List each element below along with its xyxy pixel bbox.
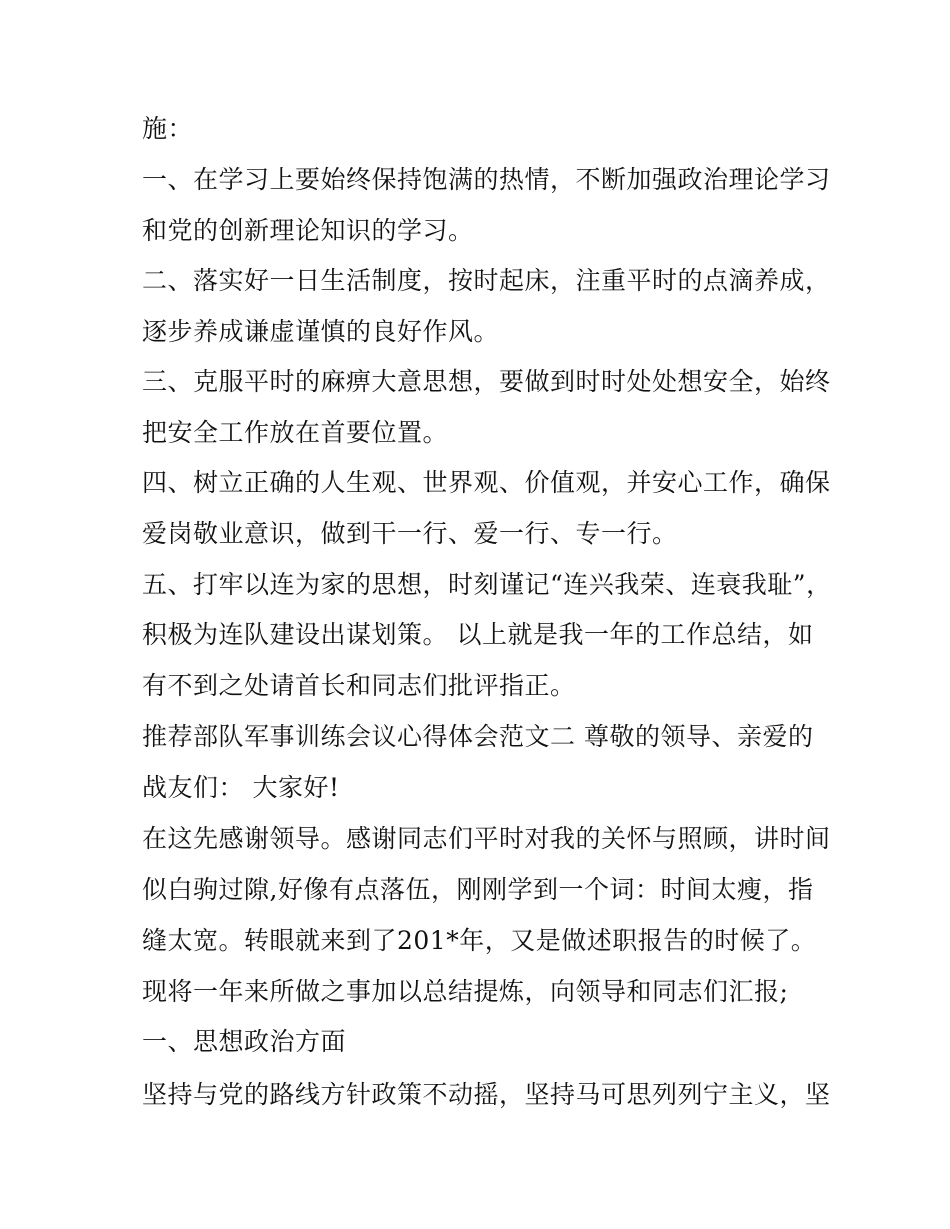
text-line: 战友们： 大家好! [142,773,340,802]
text-line: 施： [142,114,194,143]
text-line: 和党的创新理论知识的学习。 [142,216,474,245]
text-line: 三、克服平时的麻痹大意思想，要做到时时处处想安全，始终 [142,367,831,396]
text-line: 爱岗敬业意识，做到干一行、爱一行、专一行。 [142,519,678,548]
text-line: 一、思想政治方面 [142,1027,347,1056]
text-line: 四、树立正确的人生观、世界观、价值观，并安心工作，确保 [142,468,831,497]
text-line: 坚持与党的路线方针政策不动摇，坚持马可思列列宁主义，坚 [142,1080,831,1109]
text-line: 逐步养成谦虚谨慎的良好作风。 [142,317,500,346]
text-line: 缝太宽。转眼就来到了201*年，又是做述职报告的时候了。 [142,926,817,955]
text-line: 似白驹过隙,好像有点落伍，刚刚学到一个词：时间太瘦，指 [142,875,814,904]
text-line: 推荐部队军事训练会议心得体会范文二 尊敬的领导、亲爱的 [142,722,814,751]
text-line: 一、在学习上要始终保持饱满的热情，不断加强政治理论学习 [142,165,831,194]
text-line: 现将一年来所做之事加以总结提炼，向领导和同志们汇报; [142,977,789,1006]
text-line: 二、落实好一日生活制度，按时起床，注重平时的点滴养成， [142,266,831,295]
text-line: 积极为连队建设出谋划策。 以上就是我一年的工作总结，如 [142,620,814,649]
text-line: 有不到之处请首长和同志们批评指正。 [142,671,576,700]
text-line: 在这先感谢领导。感谢同志们平时对我的关怀与照顾，讲时间 [142,824,831,853]
text-line: 五、打牢以连为家的思想，时刻谨记“连兴我荣、连衰我耻”， [142,570,832,599]
text-line: 把安全工作放在首要位置。 [142,418,449,447]
